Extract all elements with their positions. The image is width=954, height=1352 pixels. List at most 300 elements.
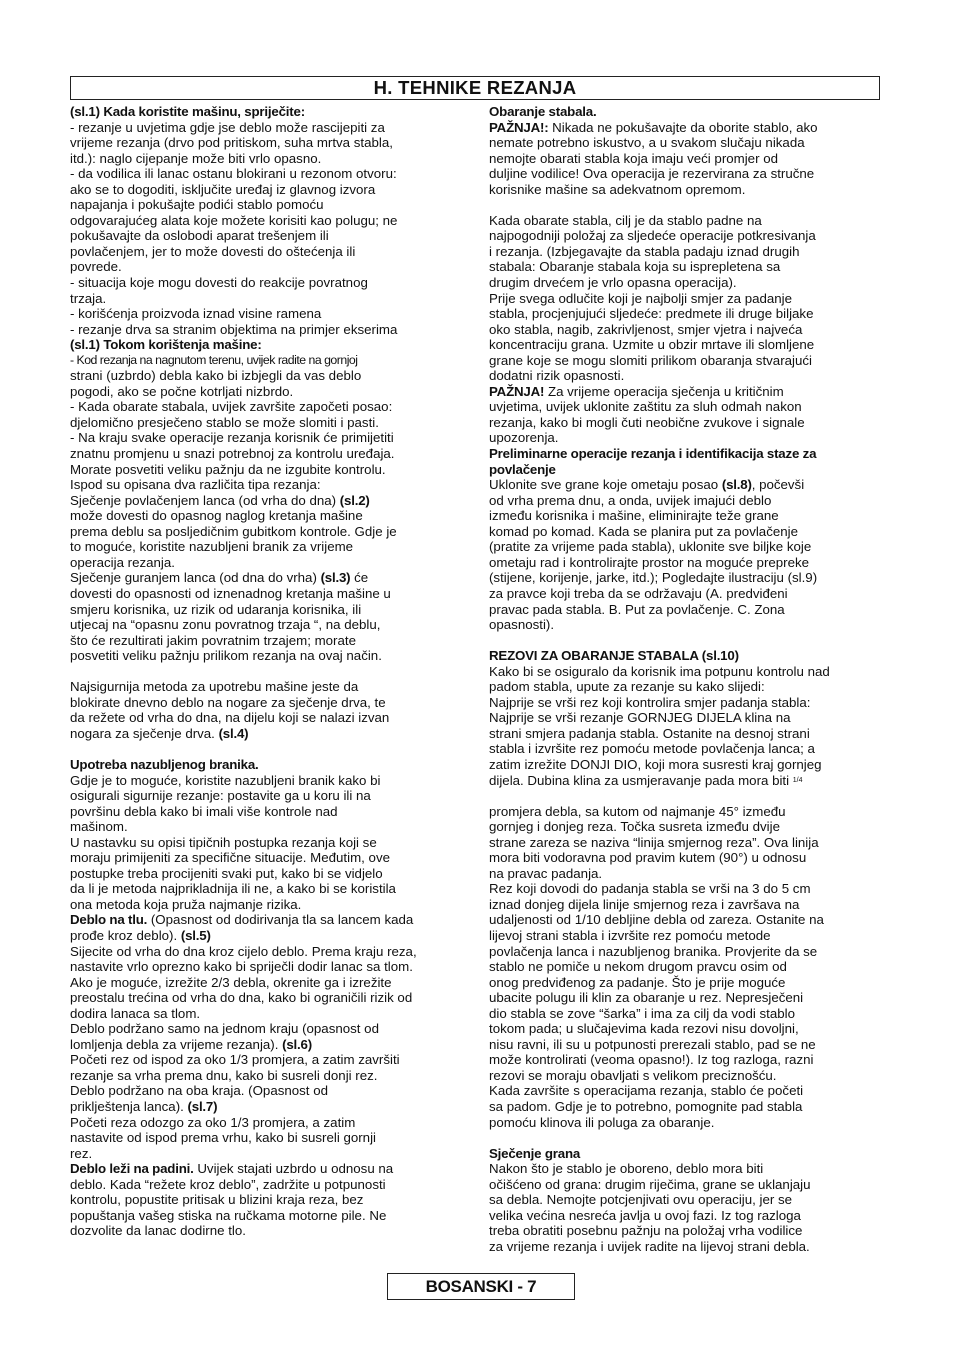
- text-line: [489, 415, 883, 431]
- line-text: od vrha prema dnu, a onda, uvijek imajući deblo: [489, 492, 772, 508]
- text-line: [489, 555, 883, 571]
- figure-reference: (sl.3): [320, 570, 351, 586]
- line-text: Uklonite sve grane koje ometaju posao: [489, 477, 722, 493]
- line-text: posvetiti veliku pažnju prilikom rezanja na ovaj način.: [70, 648, 382, 664]
- text-line: [489, 228, 883, 244]
- text-line: [489, 368, 883, 384]
- text-line: [70, 384, 466, 400]
- text-line: [70, 228, 466, 244]
- line-text: mora biti vodoravna pod pravim kutem (90°) u odnosu: [489, 850, 807, 866]
- text-line: [489, 259, 883, 275]
- text-line: [489, 679, 883, 695]
- text-line: [70, 788, 466, 804]
- line-text: strani smjera padanja stabla. Ostanite na desnoj strani: [489, 725, 810, 741]
- text-line: [70, 648, 466, 664]
- line-text: Gdje je to moguće, koristite nazubljeni branik kako bi: [70, 772, 381, 788]
- line-text: gornjeg i donjeg reza. Točka susreta između dvije: [489, 819, 780, 835]
- text-line: [70, 881, 466, 897]
- line-text: Sječenje grana: [489, 1145, 581, 1161]
- line-text: - rezanje drva sa stranim objektima na primjer ekserima: [70, 321, 398, 337]
- line-text: ometaju rad i kontrolirajte prostor na moguće prepreke: [489, 554, 810, 570]
- line-text: mašinom.: [70, 819, 128, 835]
- text-line: [489, 1192, 883, 1208]
- line-text: Deblo podržano samo na jednom kraju (opasnost od: [70, 1021, 379, 1037]
- text-line: [489, 1037, 883, 1053]
- line-text: strane zareza se naziva “linija smjernog reza”. Ova linija: [489, 834, 819, 850]
- text-line: [70, 539, 466, 555]
- line-text: stablo ne pomiče u nekom drugom pravcu osim od: [489, 959, 787, 975]
- text-line: [70, 1208, 466, 1224]
- text-line: [70, 1083, 466, 1099]
- text-line: [489, 1146, 883, 1162]
- lead-bold-text: Deblo leži na padini.: [70, 1161, 194, 1177]
- lead-bold-text: PAŽNJA!:: [489, 119, 549, 135]
- left-column: [70, 104, 466, 1239]
- text-line: [70, 213, 466, 229]
- text-line: [489, 866, 883, 882]
- text-line: [70, 166, 466, 182]
- line-text: dozvolite da lanac dodirne tlo.: [70, 1223, 246, 1239]
- fraction-text: 1/4: [792, 776, 803, 784]
- line-text: između korisnika i mašine, eliminirajte teže grane: [489, 508, 779, 524]
- line-text: Najprije se vrši rezanje GORNJEG DIJELA klina na: [489, 710, 791, 726]
- line-text: (stijene, korijenje, jarke, itd.); Pogledajte ilustraciju (sl.9): [489, 570, 818, 586]
- text-line: [489, 399, 883, 415]
- text-line: [70, 493, 466, 509]
- line-text: onog predviđenog za padanje. Što je prije moguće: [489, 974, 786, 990]
- text-line: [489, 1021, 883, 1037]
- line-text: Upotreba nazubljenog branika.: [70, 756, 259, 772]
- line-text: velika većina nesreća javlja u ovoj fazi. Iz tog razloga: [489, 1207, 801, 1223]
- text-line: [489, 244, 883, 260]
- line-text: promjera debla, sa kutom od najmanje 45° između: [489, 803, 786, 819]
- text-line: [70, 135, 466, 151]
- text-line: [70, 1068, 466, 1084]
- text-line: [489, 1068, 883, 1084]
- text-line: [70, 291, 466, 307]
- text-line: [489, 648, 883, 664]
- text-line: [70, 430, 466, 446]
- figure-reference: (sl.8): [721, 477, 752, 493]
- line-tail-text: , počevši: [751, 477, 805, 493]
- text-line: [70, 1006, 466, 1022]
- line-text: Kada završite s operacijama rezanja, stablo će početi: [489, 1083, 804, 1099]
- line-text: priklještenja lanca).: [70, 1099, 188, 1114]
- text-line: [489, 182, 883, 198]
- line-text: Nakon što je stablo je oboreno, deblo mora biti: [489, 1161, 764, 1177]
- line-text: - situacija koje mogu dovesti do reakcije povratnog: [70, 275, 368, 291]
- text-line: [70, 1099, 466, 1115]
- text-line: [70, 757, 466, 773]
- text-line: [489, 291, 883, 307]
- text-line: [70, 337, 466, 353]
- text-line: [489, 570, 883, 586]
- text-line: [489, 741, 883, 757]
- line-text: nogara za sječenje drva.: [70, 725, 219, 741]
- text-line: [489, 1208, 883, 1224]
- line-text: moraju primijeniti za specifične situacije. Međutim, ove: [70, 850, 390, 866]
- lead-bold-text: PAŽNJA!: [489, 383, 545, 399]
- text-line: [489, 710, 883, 726]
- text-line: [489, 975, 883, 991]
- line-text: pogodi, ako se počne kotrljati nizbrdo.: [70, 383, 294, 399]
- text-line: [489, 1239, 883, 1255]
- line-text: trzaja.: [70, 290, 107, 306]
- line-text: smjeru korisnika, uz rizik od udaranja korisnika, ili: [70, 601, 362, 617]
- line-text: Deblo podržano na oba kraja. (Opasnost od: [70, 1083, 328, 1099]
- line-text: iznad donjeg dijela linije smjernog reza i završava na: [489, 896, 800, 912]
- text-line: [489, 166, 883, 182]
- text-line: [70, 1223, 466, 1239]
- line-text: koncentraciju grana. Uzmite u obzir mrtave ili slomljene: [489, 337, 815, 353]
- text-line: [70, 446, 466, 462]
- text-line: [70, 259, 466, 275]
- text-line: [70, 1115, 466, 1131]
- text-line: [70, 617, 466, 633]
- figure-reference: (sl.2): [339, 492, 370, 508]
- line-text: strani (uzbrdo) debla kako bi izbjegli da vas deblo: [70, 368, 362, 384]
- text-line: [70, 990, 466, 1006]
- line-text: nisu ravni, ili su u potpunosti prerezali stablo, pad se ne: [489, 1036, 816, 1052]
- right-column: [489, 104, 883, 1254]
- line-text: sa debla. Nemojte potcjenjivati ovu operaciju, jer se: [489, 1192, 793, 1208]
- line-text: Preliminarne operacije rezanja i identifikacija staze za: [489, 446, 817, 462]
- text-line: [70, 477, 466, 493]
- text-line: [70, 197, 466, 213]
- line-text: nemojte obarati stabla koja imaju veći promjer od: [489, 150, 778, 166]
- line-text: Sječenje povlačenjem lanca (od vrha do dna): [70, 492, 340, 508]
- line-text: dio stabla se zove “šarka” i ima za cilj da vodi stablo: [489, 1005, 795, 1021]
- line-text: povlačenjem, jer to može dovesti do oštećenja ili: [70, 243, 356, 259]
- line-text: Prije svega odlučite koji je najbolji smjer za padanje: [489, 290, 793, 306]
- text-line: [70, 1177, 466, 1193]
- text-line: [70, 804, 466, 820]
- text-line: [70, 959, 466, 975]
- line-text: povlačenje: [489, 461, 556, 477]
- text-line: [489, 944, 883, 960]
- text-line: [489, 617, 883, 633]
- line-text: ubacite polugu ili klin za obaranje u rez. Nepresječeni: [489, 990, 804, 1006]
- text-line: [70, 586, 466, 602]
- figure-reference: (sl.4): [218, 725, 249, 741]
- line-text: Ispod su opisana dva različita tipa rezanja:: [70, 477, 321, 493]
- lead-bold-text: Deblo na tlu.: [70, 912, 148, 928]
- line-text: dovesti do opasnosti od iznenadnog kretanja mašine u: [70, 585, 391, 601]
- text-line: [70, 602, 466, 618]
- text-line: [489, 135, 883, 151]
- line-text: odgovarajućeg alata koje možete korisiti kao polugu; ne: [70, 212, 398, 228]
- text-line: [70, 773, 466, 789]
- text-line: [489, 104, 883, 120]
- text-line: [489, 477, 883, 493]
- text-line: [489, 757, 883, 773]
- line-text: nastavite vrlo oprezno kako bi spriječli dodir lanac sa tlom.: [70, 959, 413, 975]
- line-text: Ako je moguće, izrežite 2/3 debla, okrenite ga i izrežite: [70, 974, 392, 990]
- line-text: dodatni rizik opasnosti.: [489, 368, 625, 384]
- line-text: Najprije se vrši rez koji kontrolira smjer padanja stabla:: [489, 694, 811, 710]
- text-line: [70, 819, 466, 835]
- text-line: [489, 337, 883, 353]
- text-line: [70, 182, 466, 198]
- text-line: [489, 726, 883, 742]
- text-line: [489, 602, 883, 618]
- text-line: [489, 788, 883, 804]
- line-text: rezovi se moraju obavljati s velikom preciznošću.: [489, 1067, 777, 1083]
- line-text: da režete od vrha do dna, na dijelu koji se nalazi izvan: [70, 710, 390, 726]
- line-text: najpogodniji položaj za sljedeće operacije potkresivanja: [489, 228, 816, 244]
- line-text: nemate potrebno iskustvo, a u svakom slučaju nikada: [489, 135, 805, 151]
- line-text: oko stabla, nagib, zakrivljenost, smjer vjetra i najveća: [489, 321, 803, 337]
- text-line: [489, 275, 883, 291]
- line-text: grane koje se mogu slomiti prilikom obaranja stvarajući: [489, 352, 812, 368]
- text-line: [70, 633, 466, 649]
- line-text: korisnike mašine sa adekvatnom opremom.: [489, 181, 746, 197]
- line-text: padom stabla, upute za rezanje su kako slijedi:: [489, 679, 765, 695]
- text-line: [70, 944, 466, 960]
- text-line: [70, 695, 466, 711]
- text-line: [489, 1099, 883, 1115]
- text-line: [489, 819, 883, 835]
- line-text: utjecaj na “opasnu zonu povratnog trzaja “, na deblu,: [70, 617, 381, 633]
- text-line: [70, 1021, 466, 1037]
- line-text: prođe kroz deblo).: [70, 927, 181, 943]
- line-text: operacija rezanja.: [70, 554, 175, 570]
- line-text: napajanja i pokušajte podići stablo pomoću: [70, 197, 324, 213]
- line-text: REZOVI ZA OBARANJE STABALA (sl.10): [489, 648, 739, 664]
- page-title: H. TEHNIKE REZANJA: [70, 76, 880, 100]
- text-line: [489, 197, 883, 213]
- line-text: da li je metoda najprikladnija ili ne, a kako bi se koristila: [70, 881, 396, 897]
- line-text: pravac pada stabla. B. Put za povlačenje. C. Zona: [489, 601, 785, 617]
- text-line: [70, 244, 466, 260]
- line-text: stabala: Obaranje stabala koja su isprepletena sa: [489, 259, 781, 275]
- text-line: [489, 633, 883, 649]
- text-line: [70, 710, 466, 726]
- text-line: [489, 1130, 883, 1146]
- line-text: povlačenja lanca i nazubljenog branika. Provjerite da se: [489, 943, 818, 959]
- text-line: [70, 1052, 466, 1068]
- line-text: uvjetima, uvijek uklonite zaštitu za sluh odmah nakon: [489, 399, 802, 415]
- text-line: [489, 151, 883, 167]
- line-text: za vrijeme rezanja i uvijek radite na lijevoj strani debla.: [489, 1238, 810, 1254]
- text-line: [489, 804, 883, 820]
- text-line: [70, 462, 466, 478]
- text-line: [489, 430, 883, 446]
- line-text: rezanje sa vrha prema dnu, kako bi susreli donji rez.: [70, 1067, 378, 1083]
- line-text: deblo. Kada “režete kroz deblo”, zadržite u potpunosti: [70, 1176, 386, 1192]
- line-text: opasnosti).: [489, 617, 555, 633]
- text-line: [489, 524, 883, 540]
- text-line: [489, 959, 883, 975]
- text-line: [489, 306, 883, 322]
- line-text: Najsigurnija metoda za upotrebu mašine jeste da: [70, 679, 359, 695]
- text-line: [489, 835, 883, 851]
- line-text: Početi rez od ispod za oko 1/3 promjera, a zatim završiti: [70, 1052, 400, 1068]
- line-text: - da vodilica ili lanac ostanu blokirani u rezonom otvoru:: [70, 166, 397, 182]
- line-text: preostalu trećina od vrha do dna, kako bi ograničili rizik od: [70, 990, 413, 1006]
- line-text: očišćeno od grana: drugim riječima, grane se uklanjaju: [489, 1176, 811, 1192]
- text-line: [489, 586, 883, 602]
- line-text: - Kada obarate stabala, uvijek završite započeti posao:: [70, 399, 393, 415]
- line-text: Sječenje guranjem lanca (od dna do vrha): [70, 570, 321, 586]
- text-line: [70, 850, 466, 866]
- text-line: [489, 695, 883, 711]
- text-line: [70, 524, 466, 540]
- text-line: [70, 664, 466, 680]
- line-text: sa padom. Gdje je to potrebno, pomognite pad stabla: [489, 1099, 803, 1114]
- text-line: [489, 120, 883, 136]
- text-line: [489, 1161, 883, 1177]
- text-line: [489, 1083, 883, 1099]
- text-line: [70, 508, 466, 524]
- line-text: postupke treba procijeniti svaki put, kako bi se vidjelo: [70, 865, 383, 881]
- text-line: [70, 866, 466, 882]
- text-line: [70, 1130, 466, 1146]
- line-text: Kada obarate stabla, cilj je da stablo padne na: [489, 212, 762, 228]
- text-line: [489, 850, 883, 866]
- line-text: na pravac padanja.: [489, 865, 603, 881]
- text-line: [70, 555, 466, 571]
- line-tail-text: Za vrijeme operacija sječenja u kritičnim: [544, 383, 784, 399]
- line-text: zatim izrežite DONJI DIO, koji mora susresti kraj gornjeg: [489, 756, 822, 772]
- line-text: - Na kraju svake operacije rezanja korisnik će primijetiti: [70, 430, 394, 446]
- line-text: dijela. Dubina klina za usmjeravanje pada mora biti: [489, 772, 793, 788]
- line-text: nastavite od ispod prema vrhu, kako bi susreli gornji: [70, 1130, 376, 1146]
- line-text: - Kod rezanja na nagnutom terenu, uvijek radite na gornjoj: [70, 352, 358, 367]
- text-line: [489, 384, 883, 400]
- line-text: duljine vodilice! Ova operacija je rezervirana za stručne: [489, 166, 815, 182]
- text-line: [489, 1177, 883, 1193]
- line-text: upozorenja.: [489, 430, 559, 446]
- text-line: [70, 1146, 466, 1162]
- line-text: vrijeme rezanja (drvo pod pritiskom, suha mrtva stabla,: [70, 135, 393, 151]
- line-text: lomljenja debla za vrijeme rezanja).: [70, 1036, 283, 1052]
- text-line: [489, 664, 883, 680]
- line-text: U nastavku su opisi tipičnih postupka rezanja koji se: [70, 834, 377, 850]
- text-line: [70, 1192, 466, 1208]
- text-line: [70, 104, 466, 120]
- line-tail-text: Uvijek stajati uzbrdo u odnosu na: [193, 1161, 394, 1177]
- figure-reference: (sl.5): [180, 927, 211, 943]
- text-line: [70, 570, 466, 586]
- line-text: (pratite za vrijeme pada stabla), uklonite sve biljke koje: [489, 539, 812, 555]
- line-text: treba obratiti posebnu pažnju na položaj vrha vodilice: [489, 1223, 803, 1239]
- text-line: [489, 493, 883, 509]
- line-text: tokom pada; u slučajevima kada rezovi nisu dovoljni,: [489, 1021, 799, 1037]
- line-text: djelomično presječeno stablo se može slomiti i pasti.: [70, 414, 379, 430]
- line-text: znatnu promjenu u snazi potrebnoj za kontrolu uređaja.: [70, 446, 395, 462]
- text-line: [70, 306, 466, 322]
- text-line: [489, 912, 883, 928]
- text-line: [70, 415, 466, 431]
- text-line: [70, 835, 466, 851]
- text-line: [70, 897, 466, 913]
- text-line: [489, 322, 883, 338]
- line-text: što će rezultirati jakim povratnim trzajem; morate: [70, 632, 356, 648]
- line-text: Početi reza odozgo za oko 1/3 promjera, a zatim: [70, 1114, 356, 1130]
- text-line: [489, 990, 883, 1006]
- line-text: Rez koji dovodi do padanja stabla se vrši na 3 do 5 cm: [489, 881, 811, 897]
- line-text: popuštanja vašeg stiska na ručkama motorne pile. Ne: [70, 1207, 387, 1223]
- text-line: [70, 151, 466, 167]
- text-line: [70, 120, 466, 136]
- text-line: [489, 213, 883, 229]
- line-text: Kako bi se osiguralo da korisnik ima potpunu kontrolu nad: [489, 663, 830, 679]
- line-text: može dovesti do opasnog naglog kretanja mašine: [70, 508, 363, 524]
- line-text: komad po komad. Kada se planira put za povlačenje: [489, 523, 798, 539]
- page-footer: BOSANSKI - 7: [387, 1273, 575, 1300]
- line-text: rezanja, kako bi mogli čuti neobične zvukove i signale: [489, 414, 805, 430]
- line-text: (sl.1) Kada koristite mašinu, spriječite:: [70, 104, 305, 119]
- text-line: [70, 975, 466, 991]
- text-line: [70, 1037, 466, 1053]
- line-text: i rezanja. (Izbjegavajte da stabla padaju iznad drugih: [489, 243, 800, 259]
- text-line: [489, 881, 883, 897]
- text-line: [489, 773, 883, 789]
- figure-reference: (sl.6): [282, 1036, 312, 1052]
- line-text: osigurali sigurnije rezanje: postavite ga u koru ili na: [70, 788, 371, 804]
- text-line: [489, 353, 883, 369]
- text-line: [489, 928, 883, 944]
- text-line: [70, 322, 466, 338]
- line-tail-text: Nikada ne pokušavajte da oborite stablo, ako: [548, 119, 818, 135]
- line-text: povrede.: [70, 259, 122, 275]
- text-line: [70, 726, 466, 742]
- line-text: dodira lanaca sa tlom.: [70, 1005, 201, 1021]
- line-text: udaljenosti od 1/10 debljine debla od zareza. Ostanite na: [489, 912, 824, 928]
- line-text: itd.): naglo cijepanje može biti vrlo opasno.: [70, 150, 322, 166]
- text-line: [489, 462, 883, 478]
- line-text: lijevoj strani stabla i izvršite rez pomoću metode: [489, 927, 771, 943]
- line-text: površinu debla kako bi imali više kontrole nad: [70, 803, 338, 819]
- line-text: pokušavajte da oslobodi aparat trešenjem ili: [70, 228, 329, 244]
- text-line: [70, 928, 466, 944]
- line-text: ako se to dogoditi, isključite uređaj iz glavnog izvora: [70, 181, 376, 197]
- text-line: [489, 1223, 883, 1239]
- line-text: za pravce koji treba da se održavaju (A. predviđeni: [489, 585, 788, 601]
- figure-reference: (sl.7): [187, 1099, 218, 1114]
- line-text: blokirate dnevno deblo na nogare za sječenje drva, te: [70, 694, 386, 710]
- text-line: [489, 1115, 883, 1131]
- line-text: - korišćenja proizvoda iznad visine ramena: [70, 306, 322, 322]
- line-text: stabla i izvršite rez pomoću metode povlačenja lanca; a: [489, 741, 815, 757]
- text-line: [489, 508, 883, 524]
- line-text: pomoću klinova ili poluga za obaranje.: [489, 1114, 715, 1130]
- line-text: ona metoda koja pruža najmanje rizika.: [70, 896, 302, 912]
- line-text: Obaranje stabala.: [489, 104, 597, 119]
- line-text: (sl.1) Tokom korištenja mašine:: [70, 337, 262, 353]
- text-line: [70, 1161, 466, 1177]
- line-text: stabla, procjenjujući sljedeće: predmete ili druge biljake: [489, 306, 814, 322]
- text-line: [70, 399, 466, 415]
- text-line: [70, 368, 466, 384]
- text-line: [70, 353, 466, 369]
- line-text: kontrolu, popustite pritisak u blizini kraja reza, bez: [70, 1192, 364, 1208]
- text-line: [489, 1052, 883, 1068]
- line-text: rez.: [70, 1145, 93, 1161]
- text-line: [489, 446, 883, 462]
- line-text: prema deblu sa posljedičnim gubitkom kontrole. Gdje je: [70, 523, 397, 539]
- text-line: [489, 539, 883, 555]
- text-line: [70, 741, 466, 757]
- line-text: može kontrolirati (veoma opasno!). Iz tog razloga, razni: [489, 1052, 814, 1068]
- line-text: Morate posvetiti veliku pažnju da ne izgubite kontrolu.: [70, 461, 386, 477]
- text-line: [70, 679, 466, 695]
- line-tail-text: će: [350, 570, 369, 586]
- line-text: Sijecite od vrha do dna kroz cijelo deblo. Prema kraju reza,: [70, 943, 417, 959]
- text-line: [489, 1006, 883, 1022]
- line-text: drugim drvećem je vrlo opasna operacija).: [489, 275, 737, 291]
